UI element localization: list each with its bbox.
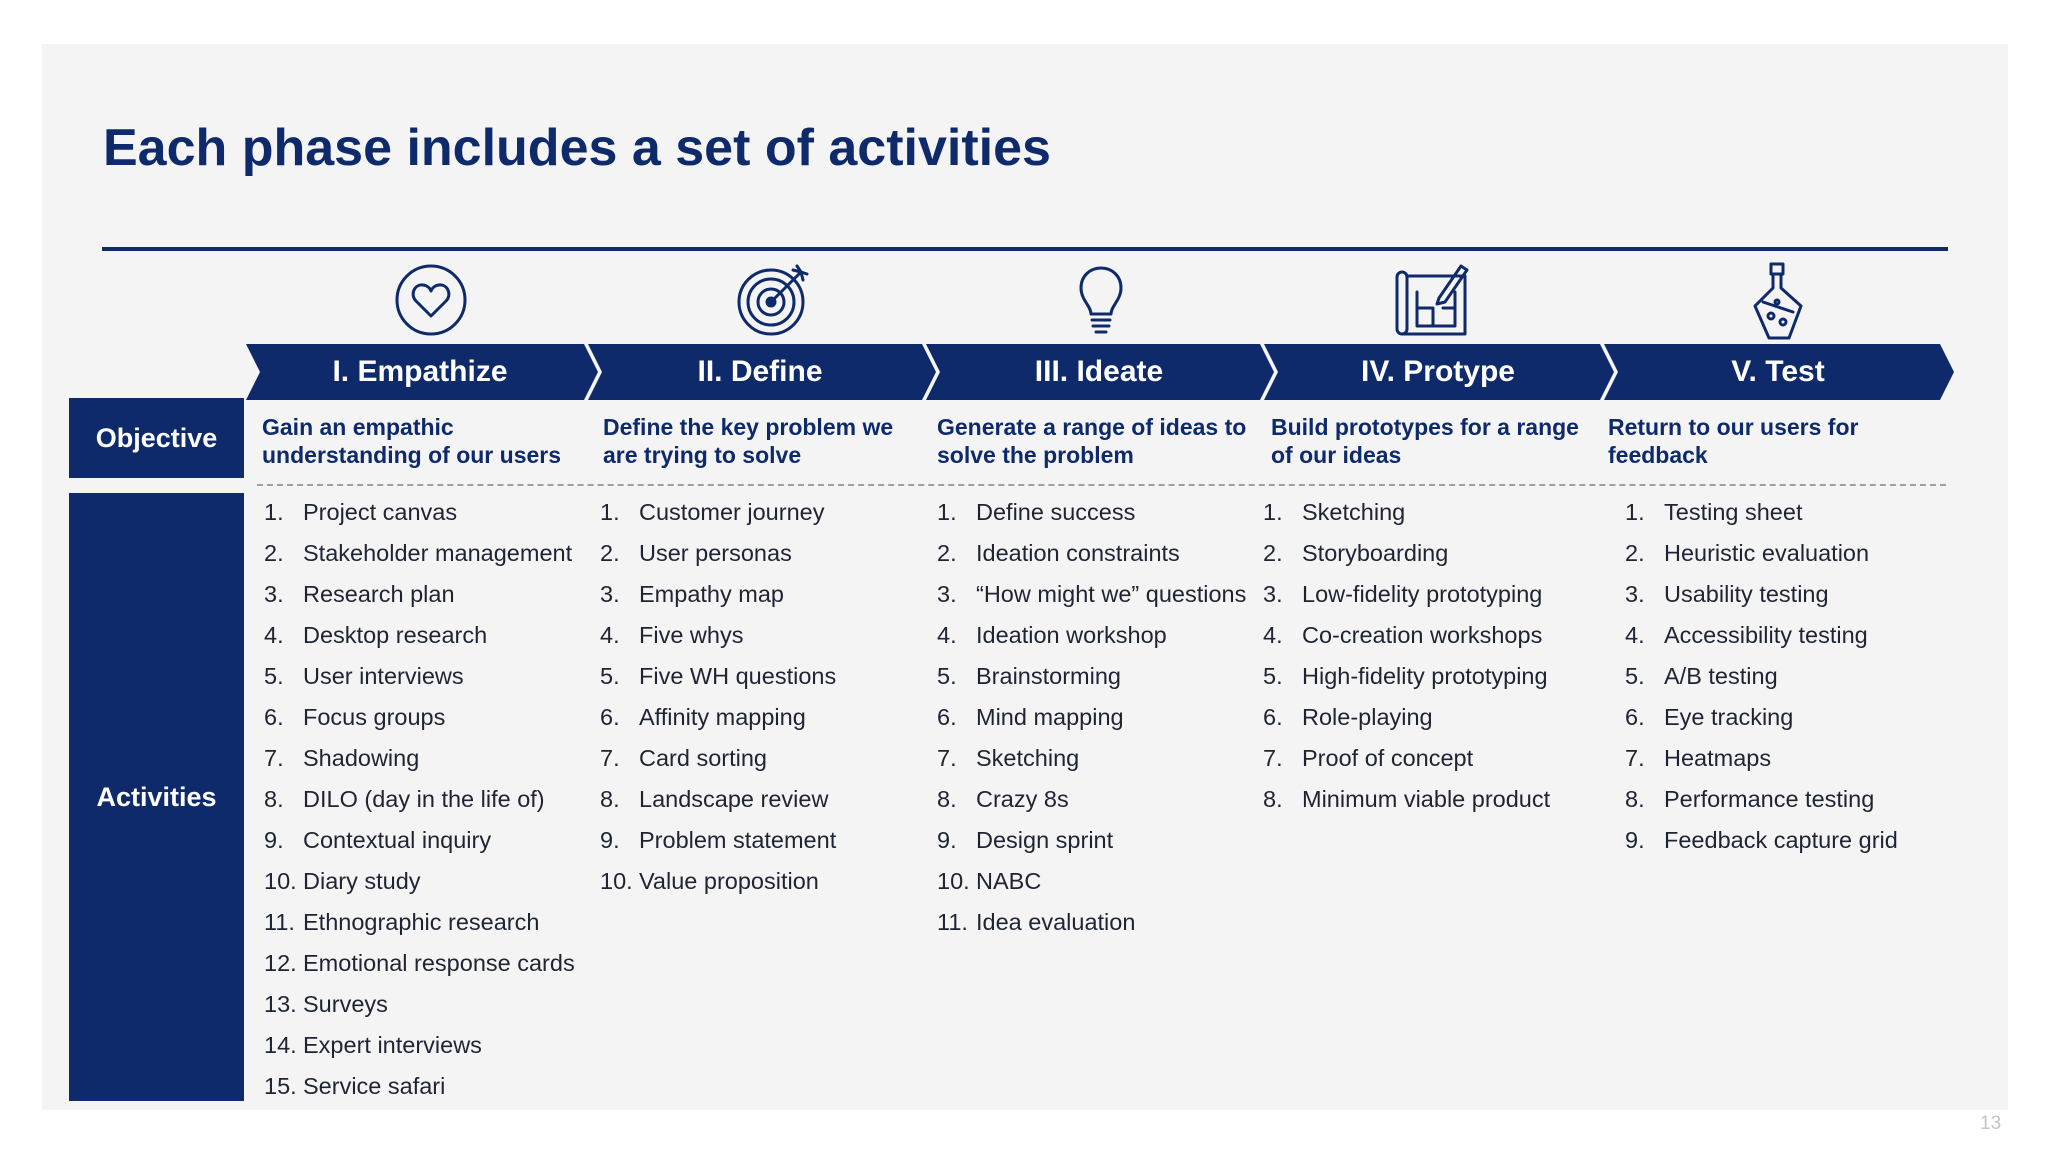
activity-label: Eye tracking xyxy=(1664,704,1794,730)
activity-number: 6. xyxy=(1625,704,1645,730)
activity-item xyxy=(600,498,930,526)
activity-number: 2. xyxy=(1625,540,1645,566)
activity-item xyxy=(600,580,930,608)
activity-item xyxy=(1625,703,1955,731)
activity-label: Ethnographic research xyxy=(303,909,540,935)
activity-number: 10. xyxy=(264,868,297,894)
activity-number: 4. xyxy=(600,622,620,648)
objective-activities-divider xyxy=(257,484,1946,486)
activity-number: 4. xyxy=(1625,622,1645,648)
phase-label-ideate: III. Ideate xyxy=(1034,355,1164,388)
phase-label-define: II. Define xyxy=(697,355,823,388)
activity-label: “How might we” questions xyxy=(976,581,1247,607)
activity-label: User personas xyxy=(639,540,792,566)
activity-number: 14. xyxy=(264,1032,297,1058)
activity-label: Minimum viable product xyxy=(1302,786,1551,812)
activity-item xyxy=(1263,703,1593,731)
activity-number: 9. xyxy=(937,827,957,853)
activity-item xyxy=(1263,580,1593,608)
activity-number: 6. xyxy=(937,704,957,730)
activity-label: Contextual inquiry xyxy=(303,827,492,853)
activity-item xyxy=(937,662,1267,690)
title-divider xyxy=(102,247,1948,251)
activity-item xyxy=(1263,785,1593,813)
activity-item xyxy=(1263,498,1593,526)
phase-label-empathize: I. Empathize xyxy=(332,355,508,388)
activity-item xyxy=(1625,785,1955,813)
page-title: Each phase includes a set of activities xyxy=(103,119,1051,177)
activity-label: Diary study xyxy=(303,868,421,894)
activity-label: Desktop research xyxy=(303,622,488,648)
activity-number: 8. xyxy=(264,786,284,812)
activity-item xyxy=(264,908,594,936)
activity-number: 3. xyxy=(1263,581,1283,607)
blueprint-icon xyxy=(1389,258,1473,342)
activity-label: Feedback capture grid xyxy=(1664,827,1898,853)
activity-item xyxy=(937,539,1267,567)
activity-item xyxy=(1625,539,1955,567)
activity-item xyxy=(264,662,594,690)
activity-label: Heatmaps xyxy=(1664,745,1772,771)
activities-list-ideate xyxy=(937,498,1267,949)
activity-label: Empathy map xyxy=(639,581,784,607)
activity-number: 6. xyxy=(264,704,284,730)
activity-label: High-fidelity prototyping xyxy=(1302,663,1548,689)
activity-number: 5. xyxy=(937,663,957,689)
activity-label: Ideation constraints xyxy=(976,540,1180,566)
activity-label: Testing sheet xyxy=(1664,499,1803,525)
activity-number: 5. xyxy=(1263,663,1283,689)
activity-number: 11. xyxy=(937,909,968,935)
activity-label: Problem statement xyxy=(639,827,837,853)
activity-number: 7. xyxy=(264,745,284,771)
phase-label-test: V. Test xyxy=(1731,355,1825,388)
activity-label: Idea evaluation xyxy=(976,909,1136,935)
activity-item xyxy=(1263,662,1593,690)
activity-label: DILO (day in the life of) xyxy=(303,786,545,812)
activity-number: 10. xyxy=(600,868,633,894)
activity-number: 1. xyxy=(1263,499,1283,525)
objective-test: Return to our users for feedback xyxy=(1608,414,1859,468)
activity-label: NABC xyxy=(976,868,1042,894)
activity-label: Affinity mapping xyxy=(639,704,806,730)
activities-row-header: Activities xyxy=(69,493,244,1101)
activity-item xyxy=(1263,744,1593,772)
activity-label: Co-creation workshops xyxy=(1302,622,1543,648)
activity-item xyxy=(264,580,594,608)
activity-item xyxy=(937,908,1267,936)
activity-number: 5. xyxy=(264,663,284,689)
activity-number: 3. xyxy=(1625,581,1645,607)
activity-item xyxy=(937,580,1267,608)
activity-item xyxy=(264,1072,594,1100)
activity-label: Value proposition xyxy=(639,868,819,894)
activity-item xyxy=(600,867,930,895)
activity-number: 1. xyxy=(264,499,284,525)
activity-item xyxy=(264,785,594,813)
objective-empathize: Gain an empathic understanding of our users xyxy=(262,414,562,468)
activity-number: 5. xyxy=(600,663,620,689)
activity-label: Card sorting xyxy=(639,745,767,771)
activity-item xyxy=(600,785,930,813)
activity-number: 7. xyxy=(1625,745,1645,771)
activity-item xyxy=(937,826,1267,854)
activity-number: 8. xyxy=(600,786,620,812)
page-number: 13 xyxy=(1980,1113,2002,1134)
activity-label: User interviews xyxy=(303,663,464,689)
heart-circle-icon xyxy=(389,258,473,342)
activity-item xyxy=(1625,662,1955,690)
activity-number: 1. xyxy=(937,499,957,525)
lightbulb-icon xyxy=(1059,258,1143,342)
activity-number: 7. xyxy=(937,745,957,771)
activity-item xyxy=(600,539,930,567)
activity-item xyxy=(937,785,1267,813)
activity-label: Surveys xyxy=(303,991,388,1017)
activity-item xyxy=(937,498,1267,526)
activity-number: 9. xyxy=(600,827,620,853)
activity-number: 3. xyxy=(600,581,620,607)
activity-item xyxy=(1625,621,1955,649)
activity-number: 9. xyxy=(264,827,284,853)
activities-list-define xyxy=(600,498,930,908)
activity-number: 2. xyxy=(937,540,957,566)
activity-number: 15. xyxy=(264,1073,297,1099)
activity-label: Landscape review xyxy=(639,786,829,812)
activity-label: Proof of concept xyxy=(1302,745,1474,771)
phase-chevron-bar xyxy=(0,344,2048,400)
activity-item xyxy=(600,621,930,649)
target-icon xyxy=(731,258,815,342)
activity-number: 11. xyxy=(264,909,295,935)
activity-item xyxy=(1625,826,1955,854)
activity-number: 13. xyxy=(264,991,297,1017)
activity-label: Shadowing xyxy=(303,745,420,771)
activity-item xyxy=(600,826,930,854)
activity-label: Role-playing xyxy=(1302,704,1433,730)
activity-number: 10. xyxy=(937,868,970,894)
activity-item xyxy=(264,826,594,854)
activity-label: Mind mapping xyxy=(976,704,1124,730)
activity-number: 5. xyxy=(1625,663,1645,689)
activity-number: 1. xyxy=(600,499,620,525)
activity-number: 8. xyxy=(1625,786,1645,812)
activities-list-test xyxy=(1625,498,1955,867)
activity-number: 9. xyxy=(1625,827,1645,853)
activity-number: 1. xyxy=(1625,499,1645,525)
activity-label: Five whys xyxy=(639,622,744,648)
activity-item xyxy=(937,703,1267,731)
activity-label: Storyboarding xyxy=(1302,540,1449,566)
activity-label: Service safari xyxy=(303,1073,446,1099)
activity-label: Customer journey xyxy=(639,499,825,525)
activities-list-empathize xyxy=(264,498,594,1113)
activity-label: Usability testing xyxy=(1664,581,1829,607)
activity-number: 2. xyxy=(600,540,620,566)
activity-number: 12. xyxy=(264,950,297,976)
activity-label: Project canvas xyxy=(303,499,458,525)
activity-label: Stakeholder management xyxy=(303,540,573,566)
activity-item xyxy=(264,703,594,731)
activity-label: Accessibility testing xyxy=(1664,622,1868,648)
activity-item xyxy=(1625,580,1955,608)
activities-list-prototype xyxy=(1263,498,1593,826)
activity-item xyxy=(1625,744,1955,772)
activity-item xyxy=(264,744,594,772)
activity-label: Define success xyxy=(976,499,1136,525)
activity-label: Sketching xyxy=(976,745,1080,771)
activity-label: Crazy 8s xyxy=(976,786,1069,812)
activity-label: Heuristic evaluation xyxy=(1664,540,1870,566)
activity-number: 2. xyxy=(264,540,284,566)
activity-item xyxy=(1263,539,1593,567)
activity-number: 8. xyxy=(1263,786,1283,812)
activity-item xyxy=(264,990,594,1018)
activity-number: 4. xyxy=(264,622,284,648)
activity-label: Brainstorming xyxy=(976,663,1121,689)
flask-icon xyxy=(1735,258,1819,342)
activity-label: A/B testing xyxy=(1664,663,1778,689)
activity-item xyxy=(937,744,1267,772)
activity-item xyxy=(937,621,1267,649)
activity-item xyxy=(937,867,1267,895)
activity-item xyxy=(264,1031,594,1059)
activity-number: 2. xyxy=(1263,540,1283,566)
objective-prototype: Build prototypes for a range of our ideas xyxy=(1271,414,1579,468)
activity-number: 7. xyxy=(1263,745,1283,771)
activity-label: Design sprint xyxy=(976,827,1114,853)
phase-label-prototype: IV. Protype xyxy=(1361,355,1515,388)
activity-label: Research plan xyxy=(303,581,455,607)
activity-number: 4. xyxy=(937,622,957,648)
activity-label: Focus groups xyxy=(303,704,446,730)
activity-number: 6. xyxy=(600,704,620,730)
activity-label: Five WH questions xyxy=(639,663,837,689)
activity-item xyxy=(600,662,930,690)
activity-item xyxy=(600,744,930,772)
objective-row-header: Objective xyxy=(69,398,244,478)
activity-number: 7. xyxy=(600,745,620,771)
objective-ideate: Generate a range of ideas to solve the problem xyxy=(937,414,1247,468)
activity-item xyxy=(264,621,594,649)
activity-number: 8. xyxy=(937,786,957,812)
objective-define: Define the key problem we are trying to solve xyxy=(603,414,894,468)
activity-label: Emotional response cards xyxy=(303,950,575,976)
activity-label: Expert interviews xyxy=(303,1032,482,1058)
activity-item xyxy=(264,539,594,567)
activity-label: Sketching xyxy=(1302,499,1406,525)
activity-number: 3. xyxy=(264,581,284,607)
activity-item xyxy=(264,867,594,895)
activity-item xyxy=(1625,498,1955,526)
activity-item xyxy=(264,498,594,526)
activity-item xyxy=(600,703,930,731)
activity-number: 3. xyxy=(937,581,957,607)
activity-label: Ideation workshop xyxy=(976,622,1167,648)
activity-item xyxy=(264,949,594,977)
activity-number: 6. xyxy=(1263,704,1283,730)
activity-item xyxy=(1263,621,1593,649)
activity-label: Low-fidelity prototyping xyxy=(1302,581,1543,607)
activity-number: 4. xyxy=(1263,622,1283,648)
activity-label: Performance testing xyxy=(1664,786,1875,812)
